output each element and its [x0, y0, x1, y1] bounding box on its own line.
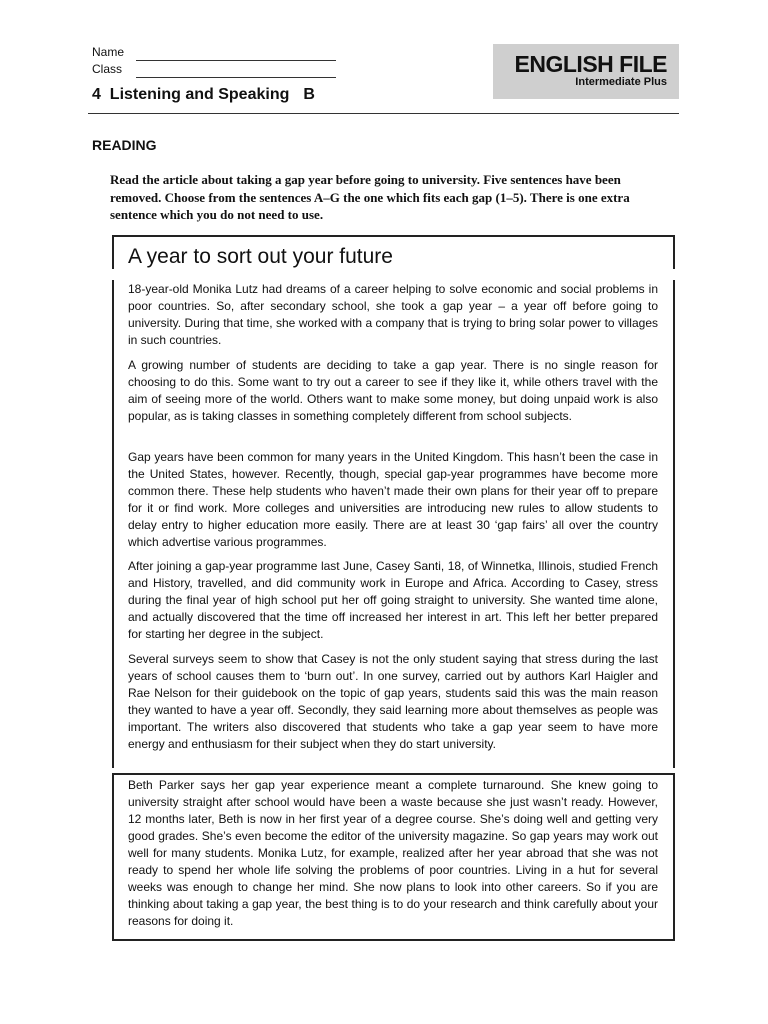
header-divider — [88, 113, 679, 114]
name-label: Name — [92, 45, 125, 59]
instructions: Read the article about taking a gap year before going to university. Five sentences have been removed. Choose from the sentences A–G the one which fits each gap (1–5). There is one extra sentence which you do not need to use. — [110, 172, 630, 222]
article-title-box — [112, 235, 675, 269]
article-title: A year to sort out your future — [128, 245, 393, 268]
name-field[interactable] — [136, 48, 336, 61]
brand-name: ENGLISH FILE — [514, 51, 667, 77]
article-paragraph-3: Gap years have been common for many years in the United Kingdom. This hasn’t been the case in the United States, however. Recently, though, special gap-year programmes have become more common there. These help students who haven’t made their own plans for their year off to prepare for it or find work. More colleges and universities are introducing new rules to allow students to delay entry to higher education more easily. There are at least 30 ‘gap fairs’ all over the country which advertise various programmes. — [128, 450, 658, 549]
class-field-row — [92, 61, 336, 78]
brand-level: Intermediate Plus — [575, 76, 667, 88]
unit-title-text: 4 Listening and Speaking — [92, 86, 290, 103]
name-field-row — [92, 44, 336, 61]
article-paragraph-5: Several surveys seem to show that Casey is not the only student saying that stress during the last years of school causes them to ‘burn out’. In one survey, carried out by authors Karl Haigler and Rae Nelson for their guidebook on the topic of gap years, students said this was the main reason they wanted to have a year off. Secondly, they said learning more about themselves as people was important. The writers also discovered that students who take a gap year seem to have more energy and enthusiasm for their subject when they do start university. — [128, 652, 658, 751]
article-paragraph-1: 18-year-old Monika Lutz had dreams of a career helping to solve economic and social problems in poor countries. So, after secondary school, she took a gap year – a year off before going to university. During that time, she worked with a company that is trying to bring solar power to villages in such countries. — [128, 282, 658, 347]
unit-title — [92, 86, 315, 104]
student-info-fields — [92, 44, 336, 78]
class-label: Class — [92, 62, 123, 76]
article-paragraph-4: After joining a gap-year programme last June, Casey Santi, 18, of Winnetka, Illinois, studied French and History, travelled, and did community work in Europe and Africa. According to Casey, stress during the final year of high school put her off going straight to university. She wanted time alone, and actually discovered that the time off increased her interest in art. This left her better prepared for starting her degree in the subject. — [128, 559, 658, 641]
class-field[interactable] — [136, 65, 336, 78]
section-title: READING — [92, 137, 157, 153]
brand-logo — [493, 44, 679, 99]
article-paragraph-2: A growing number of students are deciding to take a gap year. There is no single reason for choosing to do this. Some want to try out a career to see if they like it, while others travel with the aim of seeing more of the world. Others want to make some money, but doing unpaid work is also popular, as is taking classes in something completely different from school subjects. — [128, 358, 658, 423]
article-paragraph-6: Beth Parker says her gap year experience meant a complete turnaround. She knew going to university straight after school would have been a waste because she just wasn’t ready. However, 12 months later, Beth is now in her first year of a degree course. She’s doing well and getting very good grades. She’s even become the editor of the university magazine. So gap years may work out well for many students. Monika Lutz, for example, realized after her year abroad that she was not ready to spend her whole life solving the problems of poor countries. Living in a hut for several weeks was enough to change her mind. She now plans to look into other careers. So if you are thinking about taking a gap year, the best thing is to do your research and think carefully about your reasons for doing it. — [128, 778, 658, 928]
unit-letter: B — [303, 86, 315, 103]
